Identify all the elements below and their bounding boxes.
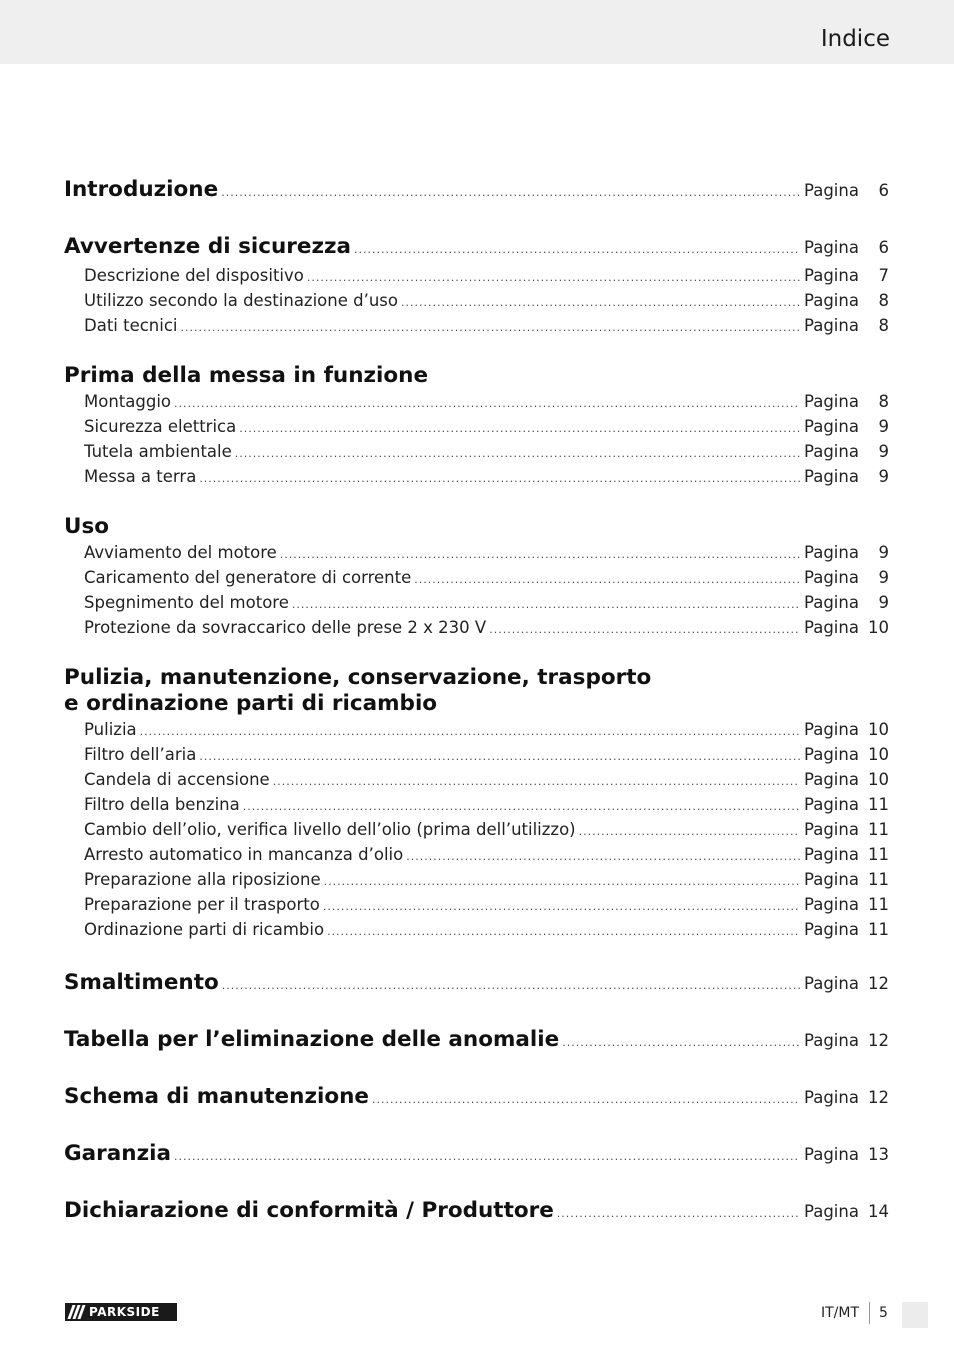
footer-tab <box>902 1302 928 1328</box>
toc-entry-label: Ordinazione parti di ricambio <box>84 920 325 939</box>
toc-page-word: Pagina <box>804 820 859 839</box>
toc-entry[interactable] <box>64 817 889 842</box>
toc-page-word: Pagina <box>804 568 859 587</box>
dot-leader <box>280 542 800 567</box>
toc-main-entry[interactable] <box>64 174 889 206</box>
toc-entry[interactable] <box>64 288 889 313</box>
toc-page-word: Pagina <box>804 618 859 637</box>
dot-leader <box>414 567 800 592</box>
toc-section-heading: e ordinazione parti di ricambio <box>64 691 438 716</box>
toc-entry-label: Messa a terra <box>84 467 197 486</box>
toc-page-word: Pagina <box>804 1202 859 1221</box>
section-spacer <box>64 1056 889 1081</box>
dot-leader <box>199 744 800 769</box>
toc-page-word: Pagina <box>804 870 859 889</box>
toc-page-word: Pagina <box>804 745 859 764</box>
dot-leader <box>324 869 800 894</box>
dot-leader <box>372 1084 800 1116</box>
section-spacer <box>64 489 889 514</box>
page-title: Indice <box>820 26 890 52</box>
toc-page-word: Pagina <box>804 181 859 200</box>
toc-entry[interactable] <box>64 717 889 742</box>
logo-stripes-icon <box>65 1303 87 1321</box>
toc-entry[interactable] <box>64 842 889 867</box>
dot-leader <box>489 617 800 642</box>
toc-page-word: Pagina <box>804 291 859 310</box>
dot-leader <box>307 265 800 290</box>
toc-entry[interactable] <box>64 414 889 439</box>
toc-entry-label: Descrizione del dispositivo <box>84 266 304 285</box>
toc-page-word: Pagina <box>804 417 859 436</box>
toc-page-number: 12 <box>868 974 889 993</box>
toc-page-word: Pagina <box>804 543 859 562</box>
brand-name: PARKSIDE <box>89 1305 160 1319</box>
toc-entry-label: Arresto automatico in mancanza d’olio <box>84 845 404 864</box>
toc-page-word: Pagina <box>804 593 859 612</box>
toc-section-heading: Pulizia, manutenzione, conservazione, trasporto <box>64 665 652 690</box>
toc-entry-label: Pulizia <box>84 720 137 739</box>
toc-page-number: 11 <box>868 920 889 939</box>
toc-page-number: 7 <box>878 266 889 285</box>
toc-entry[interactable] <box>64 540 889 565</box>
dot-leader <box>181 315 800 340</box>
section-spacer <box>64 640 889 665</box>
toc-page-word: Pagina <box>804 770 859 789</box>
dot-leader <box>239 416 800 441</box>
toc-entry[interactable] <box>64 767 889 792</box>
toc-entry-label: Protezione da sovraccarico delle prese 2 x 230 V <box>84 618 487 637</box>
toc-entry-label: Cambio dell’olio, verifica livello dell’olio (prima dell’utilizzo) <box>84 820 576 839</box>
toc-entry[interactable] <box>64 917 889 942</box>
toc-entry[interactable] <box>64 464 889 489</box>
toc-entry[interactable] <box>64 792 889 817</box>
dot-leader <box>579 819 800 844</box>
toc-page-number: 11 <box>868 845 889 864</box>
toc-page-number: 9 <box>878 543 889 562</box>
toc-page-number: 13 <box>868 1145 889 1164</box>
toc-entry-label: Preparazione per il trasporto <box>84 895 320 914</box>
toc-page-number: 12 <box>868 1031 889 1050</box>
toc-main-entry[interactable] <box>64 1195 889 1227</box>
footer-language: IT/MT <box>821 1305 860 1321</box>
toc-page-number: 10 <box>868 720 889 739</box>
toc-page-word: Pagina <box>804 266 859 285</box>
toc-entry-label: Tutela ambientale <box>84 442 232 461</box>
toc-entry-label: Preparazione alla riposizione <box>84 870 321 889</box>
toc-main-entry[interactable] <box>64 1081 889 1113</box>
toc-entry-label: Spegnimento del motore <box>84 593 289 612</box>
toc-entry-label: Tabella per l’eliminazione delle anomalie <box>64 1027 560 1052</box>
dot-leader <box>140 719 800 744</box>
toc-page-word: Pagina <box>804 895 859 914</box>
toc-entry[interactable] <box>64 892 889 917</box>
toc-page-number: 9 <box>878 467 889 486</box>
toc-page-word: Pagina <box>804 720 859 739</box>
footer-divider <box>869 1302 870 1324</box>
toc-entry-label: Garanzia <box>64 1141 171 1166</box>
toc-entry-label: Schema di manutenzione <box>64 1084 369 1109</box>
toc-entry[interactable] <box>64 389 889 414</box>
toc-page-word: Pagina <box>804 392 859 411</box>
dot-leader <box>557 1198 800 1230</box>
toc-main-entry[interactable] <box>64 231 889 263</box>
toc-page-word: Pagina <box>804 974 859 993</box>
toc-entry-label: Caricamento del generatore di corrente <box>84 568 412 587</box>
section-spacer <box>64 338 889 363</box>
dot-leader <box>222 970 800 1002</box>
toc-page-word: Pagina <box>804 1031 859 1050</box>
toc-page-number: 6 <box>878 181 889 200</box>
toc-page-number: 10 <box>868 745 889 764</box>
toc-page-number: 11 <box>868 870 889 889</box>
toc-page-number: 9 <box>878 442 889 461</box>
toc-page-number: 6 <box>878 238 889 257</box>
toc-page-word: Pagina <box>804 795 859 814</box>
toc-entry-label: Dati tecnici <box>84 316 178 335</box>
toc-entry-label: Filtro dell’aria <box>84 745 197 764</box>
dot-leader <box>174 1141 800 1173</box>
toc-page-number: 11 <box>868 820 889 839</box>
dot-leader <box>327 919 800 944</box>
toc-main-entry[interactable] <box>64 1024 889 1056</box>
toc-page-word: Pagina <box>804 1145 859 1164</box>
toc-entry[interactable] <box>64 590 889 615</box>
toc-page-number: 10 <box>868 770 889 789</box>
toc-entry-label: Utilizzo secondo la destinazione d’uso <box>84 291 398 310</box>
dot-leader <box>273 769 800 794</box>
toc-entry-label: Smaltimento <box>64 970 219 995</box>
toc-page-word: Pagina <box>804 467 859 486</box>
toc-entry-label: Dichiarazione di conformità / Produttore <box>64 1198 554 1223</box>
toc-entry[interactable] <box>64 565 889 590</box>
toc-entry-label: Filtro della benzina <box>84 795 240 814</box>
brand-logo <box>65 1303 177 1321</box>
page-number: 5 <box>879 1305 888 1321</box>
toc-page-number: 9 <box>878 417 889 436</box>
dot-leader <box>243 794 800 819</box>
toc-entry-label: Candela di accensione <box>84 770 270 789</box>
header-band <box>0 0 954 64</box>
section-spacer <box>64 206 889 231</box>
toc-entry-label: Sicurezza elettrica <box>84 417 237 436</box>
dot-leader <box>562 1027 800 1059</box>
toc-page-number: 14 <box>868 1202 889 1221</box>
section-spacer <box>64 942 889 967</box>
dot-leader <box>174 391 800 416</box>
dot-leader <box>199 466 800 491</box>
toc-section-heading: Prima della messa in funzione <box>64 363 429 388</box>
toc-entry-label: Introduzione <box>64 177 219 202</box>
toc-main-entry[interactable] <box>64 1138 889 1170</box>
toc-page-number: 8 <box>878 316 889 335</box>
toc-page-word: Pagina <box>804 920 859 939</box>
toc-page-number: 9 <box>878 568 889 587</box>
toc-page-word: Pagina <box>804 845 859 864</box>
toc-page-word: Pagina <box>804 238 859 257</box>
toc-page-number: 11 <box>868 895 889 914</box>
toc-entry[interactable] <box>64 867 889 892</box>
section-spacer <box>64 999 889 1024</box>
dot-leader <box>323 894 800 919</box>
section-spacer <box>64 1170 889 1195</box>
toc-page-number: 11 <box>868 795 889 814</box>
toc-entry-label: Montaggio <box>84 392 171 411</box>
dot-leader <box>292 592 800 617</box>
dot-leader <box>406 844 800 869</box>
toc-entry[interactable] <box>64 313 889 338</box>
table-of-contents <box>64 174 889 1227</box>
toc-page-number: 8 <box>878 392 889 411</box>
toc-page-number: 9 <box>878 593 889 612</box>
toc-entry[interactable] <box>64 615 889 640</box>
toc-page-word: Pagina <box>804 442 859 461</box>
toc-page-number: 10 <box>868 618 889 637</box>
toc-entry-label: Avvertenze di sicurezza <box>64 234 352 259</box>
toc-section-heading: Uso <box>64 514 110 539</box>
toc-entry[interactable] <box>64 742 889 767</box>
dot-leader <box>235 441 800 466</box>
toc-entry[interactable] <box>64 263 889 288</box>
toc-page-word: Pagina <box>804 316 859 335</box>
toc-entry[interactable] <box>64 439 889 464</box>
toc-page-number: 12 <box>868 1088 889 1107</box>
section-spacer <box>64 1113 889 1138</box>
toc-main-entry[interactable] <box>64 967 889 999</box>
dot-leader <box>221 177 800 209</box>
dot-leader <box>401 290 800 315</box>
dot-leader <box>354 234 800 266</box>
toc-page-number: 8 <box>878 291 889 310</box>
toc-page-word: Pagina <box>804 1088 859 1107</box>
toc-entry-label: Avviamento del motore <box>84 543 277 562</box>
